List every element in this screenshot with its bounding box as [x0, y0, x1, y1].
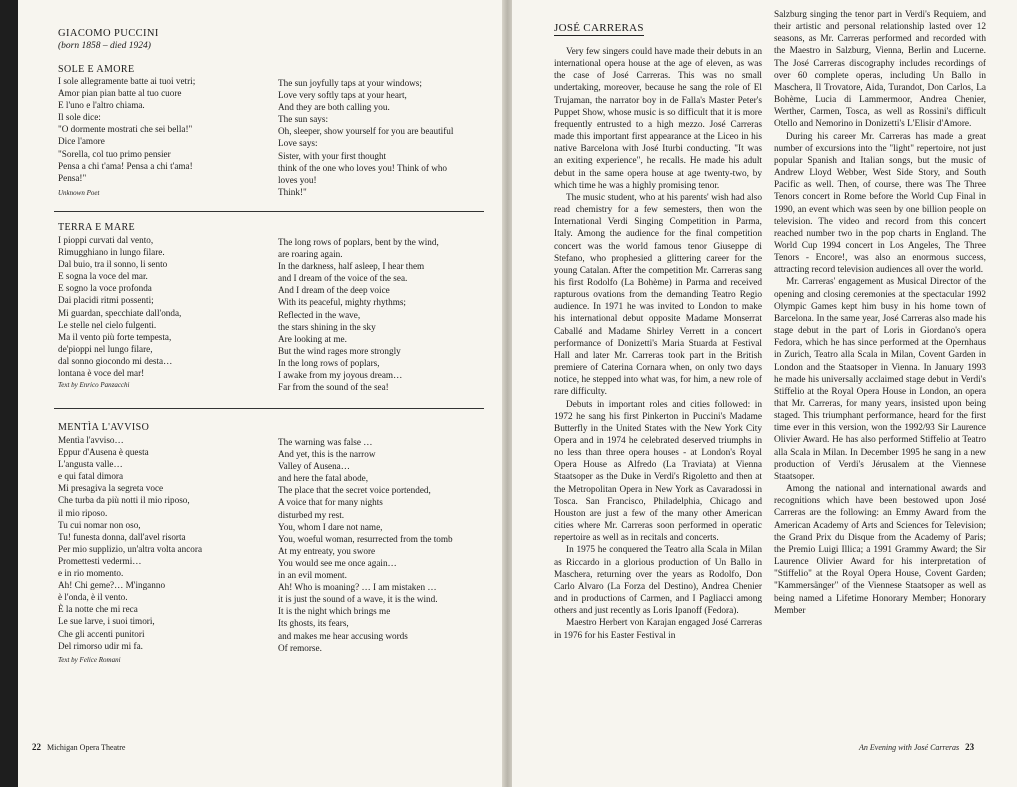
lyric-line: Che gli accenti punitori — [58, 628, 145, 639]
lyric-line: It is the night which brings me — [278, 606, 391, 617]
lyric-line: Oh, sleeper, show yourself for you are beautiful — [278, 126, 454, 137]
composer-name: GIACOMO PUCCINI — [58, 28, 159, 39]
lyric-line: e qui fatal dimora — [58, 471, 124, 482]
lyric-line: il mio riposo. — [58, 507, 108, 518]
lyric-line: Mi presagiva la segreta voce — [58, 483, 164, 494]
english-translation — [278, 236, 439, 393]
lyric-line: With its peaceful, mighty rhythms; — [278, 297, 406, 308]
bio-heading: JOSÉ CARRERAS — [554, 22, 644, 34]
bio-column-left — [554, 46, 762, 642]
lyric-line: Per mio supplizio, un'altra volta ancora — [58, 543, 203, 554]
lyric-line: Le sue larve, i suoi timori, — [58, 616, 155, 627]
lyric-line: are roaring again. — [278, 249, 343, 260]
song-title: SOLE E AMORE — [58, 64, 135, 75]
footer-text: An Evening with José Carreras — [859, 743, 960, 752]
page-footer — [32, 742, 125, 752]
lyric-line: "O dormente mostrati che sei bella!" — [58, 124, 193, 135]
bio-paragraph: Salzburg singing the tenor part in Verdi's Requiem, and their artistic and personal relationship lasted over 12 seasons, as Mr. Carreras performed and recorded with the Maestro in Salzburg, Vienna, Berlin and Lucerne. The José Carreras discography includes recordings of over 60 complete operas, including Un Ballo in Maschera, Il Trovatore, Aida, Turandot, Don Carlos, La Bohème, Lucia di Lammermoor, Andrea Chenier, Werther, Carmen, Tosca, as well as Rossini's difficult Otello and Nemorino in Donizetti's L'Elisir d'Amore. — [774, 10, 986, 130]
page-number: 22 — [32, 742, 41, 752]
lyric-credit: Text by Enrico Panzacchi — [58, 381, 130, 389]
lyric-line: and I dream of the voice of the sea. — [278, 273, 408, 284]
bio-paragraph: The music student, who at his parents' wish had also read chemistry for a few semesters, then won the International Verdi Singing Competition in Parma, Italy. Among the audience for the final competition concert was the world famous tenor Giuseppe di Stefano, who prophesied a glittering career for the young Catalan. After the competition Mr. Carreras sang his first Rodolfo (La Bohème) in Parma and received rapturous ovations from the demanding Teatro Regio audience. In 1971 he was invited to London to make his international debut opposite Madame Monserrat Caballé and Madame Shirley Verrett in a concert performance of Donizetti's Maria Stuarda at Festival Hall and later Mr. Carreras took part in the British premiere of Caterina Cornara when, on only two days notice, he stepped into what was, for him, a new role of rare difficulty. — [554, 192, 762, 398]
composer-dates: (born 1858 – died 1924) — [58, 41, 151, 51]
lyric-credit: Text by Felice Romani — [58, 656, 121, 664]
lyric-line: Ma il vento più forte tempesta, — [58, 331, 172, 342]
lyric-line: Eppur d'Ausena è questa — [58, 447, 149, 458]
lyric-line: think of the one who loves you! Think of who — [278, 162, 448, 173]
lyric-line: Reflected in the wave, — [278, 309, 361, 320]
lyric-line: E sogna la voce del mar. — [58, 271, 148, 282]
lyric-line: Del rimorso udir mi fa. — [58, 640, 143, 651]
bio-paragraph: Among the national and international awards and recognitions which have been bestowed upon José Carreras are the following: an Emmy Award from the American Academy of Arts and Sciences for Television; the Grand Prix du Disque from the Academy of Paris; the Premio Luigi Illica; a 1991 Grammy Award; the Sir Laurence Olivier Award for his interpretation of "Stiffelio" at the Royal Opera House, Covent Garden; "Kammersänger" of the Viennese Staatsoper as well as being named a Lifetime Honorary Member; Honorary Member — [774, 484, 986, 616]
lyric-line: it is just the sound of a wave, it is the wind. — [278, 594, 438, 605]
lyric-line: Love very softly taps at your heart, — [278, 90, 407, 101]
bio-column-right — [774, 9, 986, 617]
page-edge — [0, 0, 18, 787]
lyric-line: In the long rows of poplars, — [278, 357, 380, 368]
lyric-line: E sogno la voce profonda — [58, 283, 152, 294]
lyric-line: The sun says: — [278, 114, 329, 125]
lyric-line: You, whom I dare not name, — [278, 521, 383, 532]
bio-paragraph: Maestro Herbert von Karajan engaged José Carreras in 1976 for his Easter Festival in — [554, 618, 762, 641]
lyric-line: E l'uno e l'altro chiama. — [58, 100, 145, 111]
page-number: 23 — [965, 742, 975, 752]
lyric-line: Its ghosts, its fears, — [278, 618, 349, 629]
lyric-line: Pensa!" — [58, 172, 87, 183]
lyric-line: lontana è voce del mar! — [58, 368, 145, 379]
lyric-line: And they are both calling you. — [278, 102, 390, 113]
lyric-line: In the darkness, half asleep, I hear them — [278, 261, 425, 272]
lyric-line: A voice that for many nights — [278, 497, 383, 508]
lyric-line: and here the fatal abode, — [278, 473, 369, 484]
lyric-line: Tu cui nomar non oso, — [58, 519, 141, 530]
lyric-line: The warning was false … — [278, 437, 373, 447]
lyric-line: dal sonno giocondo mi desta… — [58, 355, 173, 366]
lyric-line: e in rio momento. — [58, 568, 124, 579]
lyric-line: Dal buio, tra il sonno, li sento — [58, 259, 168, 270]
page-footer — [859, 742, 974, 752]
lyric-line: Love says: — [278, 138, 318, 149]
lyric-line: Le stelle nel cielo fulgenti. — [58, 319, 157, 330]
lyric-line: Sister, with your first thought — [278, 150, 387, 161]
english-translation — [278, 77, 453, 198]
lyric-line: de'pioppi nel lungo filare, — [58, 343, 153, 354]
lyric-line: But the wind rages more strongly — [278, 345, 401, 356]
lyric-line: è l'onda, è il vento. — [58, 592, 128, 603]
lyric-line: Of remorse. — [278, 642, 322, 653]
italian-lyrics — [58, 75, 195, 184]
lyric-line: L'angusta valle… — [58, 459, 123, 470]
lyric-line: Il sole dice: — [58, 112, 101, 123]
lyric-line: The sun joyfully taps at your windows; — [278, 78, 422, 88]
english-translation — [278, 436, 453, 654]
lyric-line: the stars shining in the sky — [278, 321, 376, 332]
bio-paragraph: Mr. Carreras' engagement as Musical Director of the opening and closing ceremonies at the spectacular 1992 Olympic Games kept him busy in his home town of Barcelona. In the same year, José Carreras also made his stage debut in the part of Loris in Giordano's opera Fedora, which he has since performed at the Opernhaus in Zurich, Teatro alla Scala in Milan, Covent Garden in London and the Staatsoper in Vienna. In January 1993 he made his universally acclaimed stage debut in Verdi's Stiffelio at the Royal Opera House in London, an opera that Mr. Carreras, for many years, insisted upon being staged. This triumphant performance, heard for the first time ever in this version, won the 1992/93 Sir Laurence Olivier Award. He has also performed Stiffelio at Teatro alla Scala in Milan. In December 1995 he sang in a new production of Verdi's Jérusalem at the Viennese Staatsoper. — [774, 277, 986, 482]
bio-paragraph: Debuts in important roles and cities followed: in 1972 he sang his first Pinkerton in Puccini's Madame Butterfly in the United States with the New York City Opera and in 1974 he celebrated deserved triumphs in no less than three opera houses - at London's Royal Opera House as Alfredo (La Traviata) at Vienna Staatsoper as the Duke in Verdi's Rigoletto and then at the Metropolitan Opera in New York as Cavaradossi in Tosca. San Francisco, Philadelphia, Chicago and Houston are just a few of the many other American cities where Mr. Carreras soon performed in operatic repertoire as well as in recitals and concerts. — [554, 399, 762, 544]
lyric-line: Think!" — [278, 186, 307, 197]
lyric-line: È la notte che mi reca — [58, 604, 138, 615]
italian-lyrics — [58, 434, 202, 652]
footer-text: Michigan Opera Theatre — [47, 743, 126, 752]
lyric-line: The long rows of poplars, bent by the wind, — [278, 237, 439, 247]
left-page — [18, 0, 504, 787]
bio-paragraph: In 1975 he conquered the Teatro alla Scala in Milan as Riccardo in a glorious production of Un Ballo in Maschera, returning over the years as Rodolfo, Don Carlo Alvaro (La Forza del Destino), Andrea Chenier and in productions of Carmen, and I Pagliacci among others and just recently as Loris Ipanoff (Fedora). — [554, 545, 762, 617]
lyric-line: Pensa a chi t'ama! Pensa a chi t'ama! — [58, 160, 193, 171]
lyric-line: I sole allegramente batte ai tuoi vetri; — [58, 76, 196, 86]
lyric-line: You would see me once again… — [278, 557, 397, 568]
lyric-line: Che turba da più notti il mio riposo, — [58, 495, 190, 506]
lyric-credit: Unknown Poet — [58, 189, 100, 197]
lyric-line: You, woeful woman, resurrected from the tomb — [278, 533, 453, 544]
lyric-line: and makes me hear accusing words — [278, 630, 408, 641]
lyric-line: The place that the secret voice portended, — [278, 485, 431, 496]
lyric-line: I awake from my joyous dream… — [278, 370, 403, 381]
lyric-line: Far from the sound of the sea! — [278, 382, 389, 393]
bio-paragraph: Very few singers could have made their debuts in an international opera house at the age of eleven, as was the case of José Carreras. This was no small undertaking, moreover, because he sang the role of El Trujaman, the narrator boy in de Falla's Master Peter's Puppet Show, whose music is so difficult that it is more frequently entrusted to a high mezzo. José Carreras made this important first appearance at the Liceo in his native Barcelona with José Iturbi conducting. "It was an exiting experience", he recalls. He made his adult debut in the same opera house at age twenty-two, by which time he was a highly promising tenor. — [554, 47, 762, 191]
lyric-line: "Sorella, col tuo primo pensier — [58, 148, 171, 159]
lyric-line: disturbed my rest. — [278, 509, 345, 520]
lyric-line: Rimugghiano in lungo filare. — [58, 247, 165, 258]
section-divider — [54, 408, 484, 409]
lyric-line: Ah! Chi geme?… M'inganno — [58, 580, 166, 591]
right-page — [512, 0, 1017, 787]
lyric-line: And yet, this is the narrow — [278, 449, 376, 460]
lyric-line: I pioppi curvati dal vento, — [58, 235, 154, 245]
lyric-line: Amor pian pian batte al tuo cuore — [58, 88, 182, 99]
song-title: MENTÌA L'AVVISO — [58, 422, 150, 433]
song-title: TERRA E MARE — [58, 222, 136, 233]
lyric-line: Ah! Who is moaning? … I am mistaken … — [278, 582, 437, 593]
italian-lyrics — [58, 234, 181, 379]
lyric-line: Mentìa l'avviso… — [58, 435, 124, 445]
lyric-line: Promettesti vedermi… — [58, 555, 142, 566]
lyric-line: Mi guardan, specchiate dall'onda, — [58, 307, 182, 318]
lyric-line: in an evil moment. — [278, 570, 347, 581]
lyric-line: loves you! — [278, 174, 317, 185]
bio-paragraph: During his career Mr. Carreras has made a great number of excursions into the "light" repertoire, not just popular Spanish and Italian songs, but the music of Andrew Lloyd Webber, West Side Story, and South Pacific as well. Then, of course, there was The Three Tenors concert in Rome before the World Cup Final in 1990, an event which was seen by one billion people on television. The video and record from this concert reached number two in the pop charts in England. The World Cup 1994 concert in Los Angeles, The Three Tenors - Encore!, was also an enormous success, attracting record television audiences all over the world. — [774, 131, 986, 276]
lyric-line: Tu! funesta donna, dall'avel risorta — [58, 531, 186, 542]
lyric-line: Dice l'amore — [58, 136, 105, 147]
lyric-line: Valley of Ausena… — [278, 461, 350, 472]
lyric-line: And I dream of the deep voice — [278, 285, 390, 296]
section-divider — [54, 211, 484, 212]
lyric-line: Dai placidi ritmi possenti; — [58, 295, 154, 306]
lyric-line: At my entreaty, you swore — [278, 545, 376, 556]
lyric-line: Are looking at me. — [278, 333, 347, 344]
